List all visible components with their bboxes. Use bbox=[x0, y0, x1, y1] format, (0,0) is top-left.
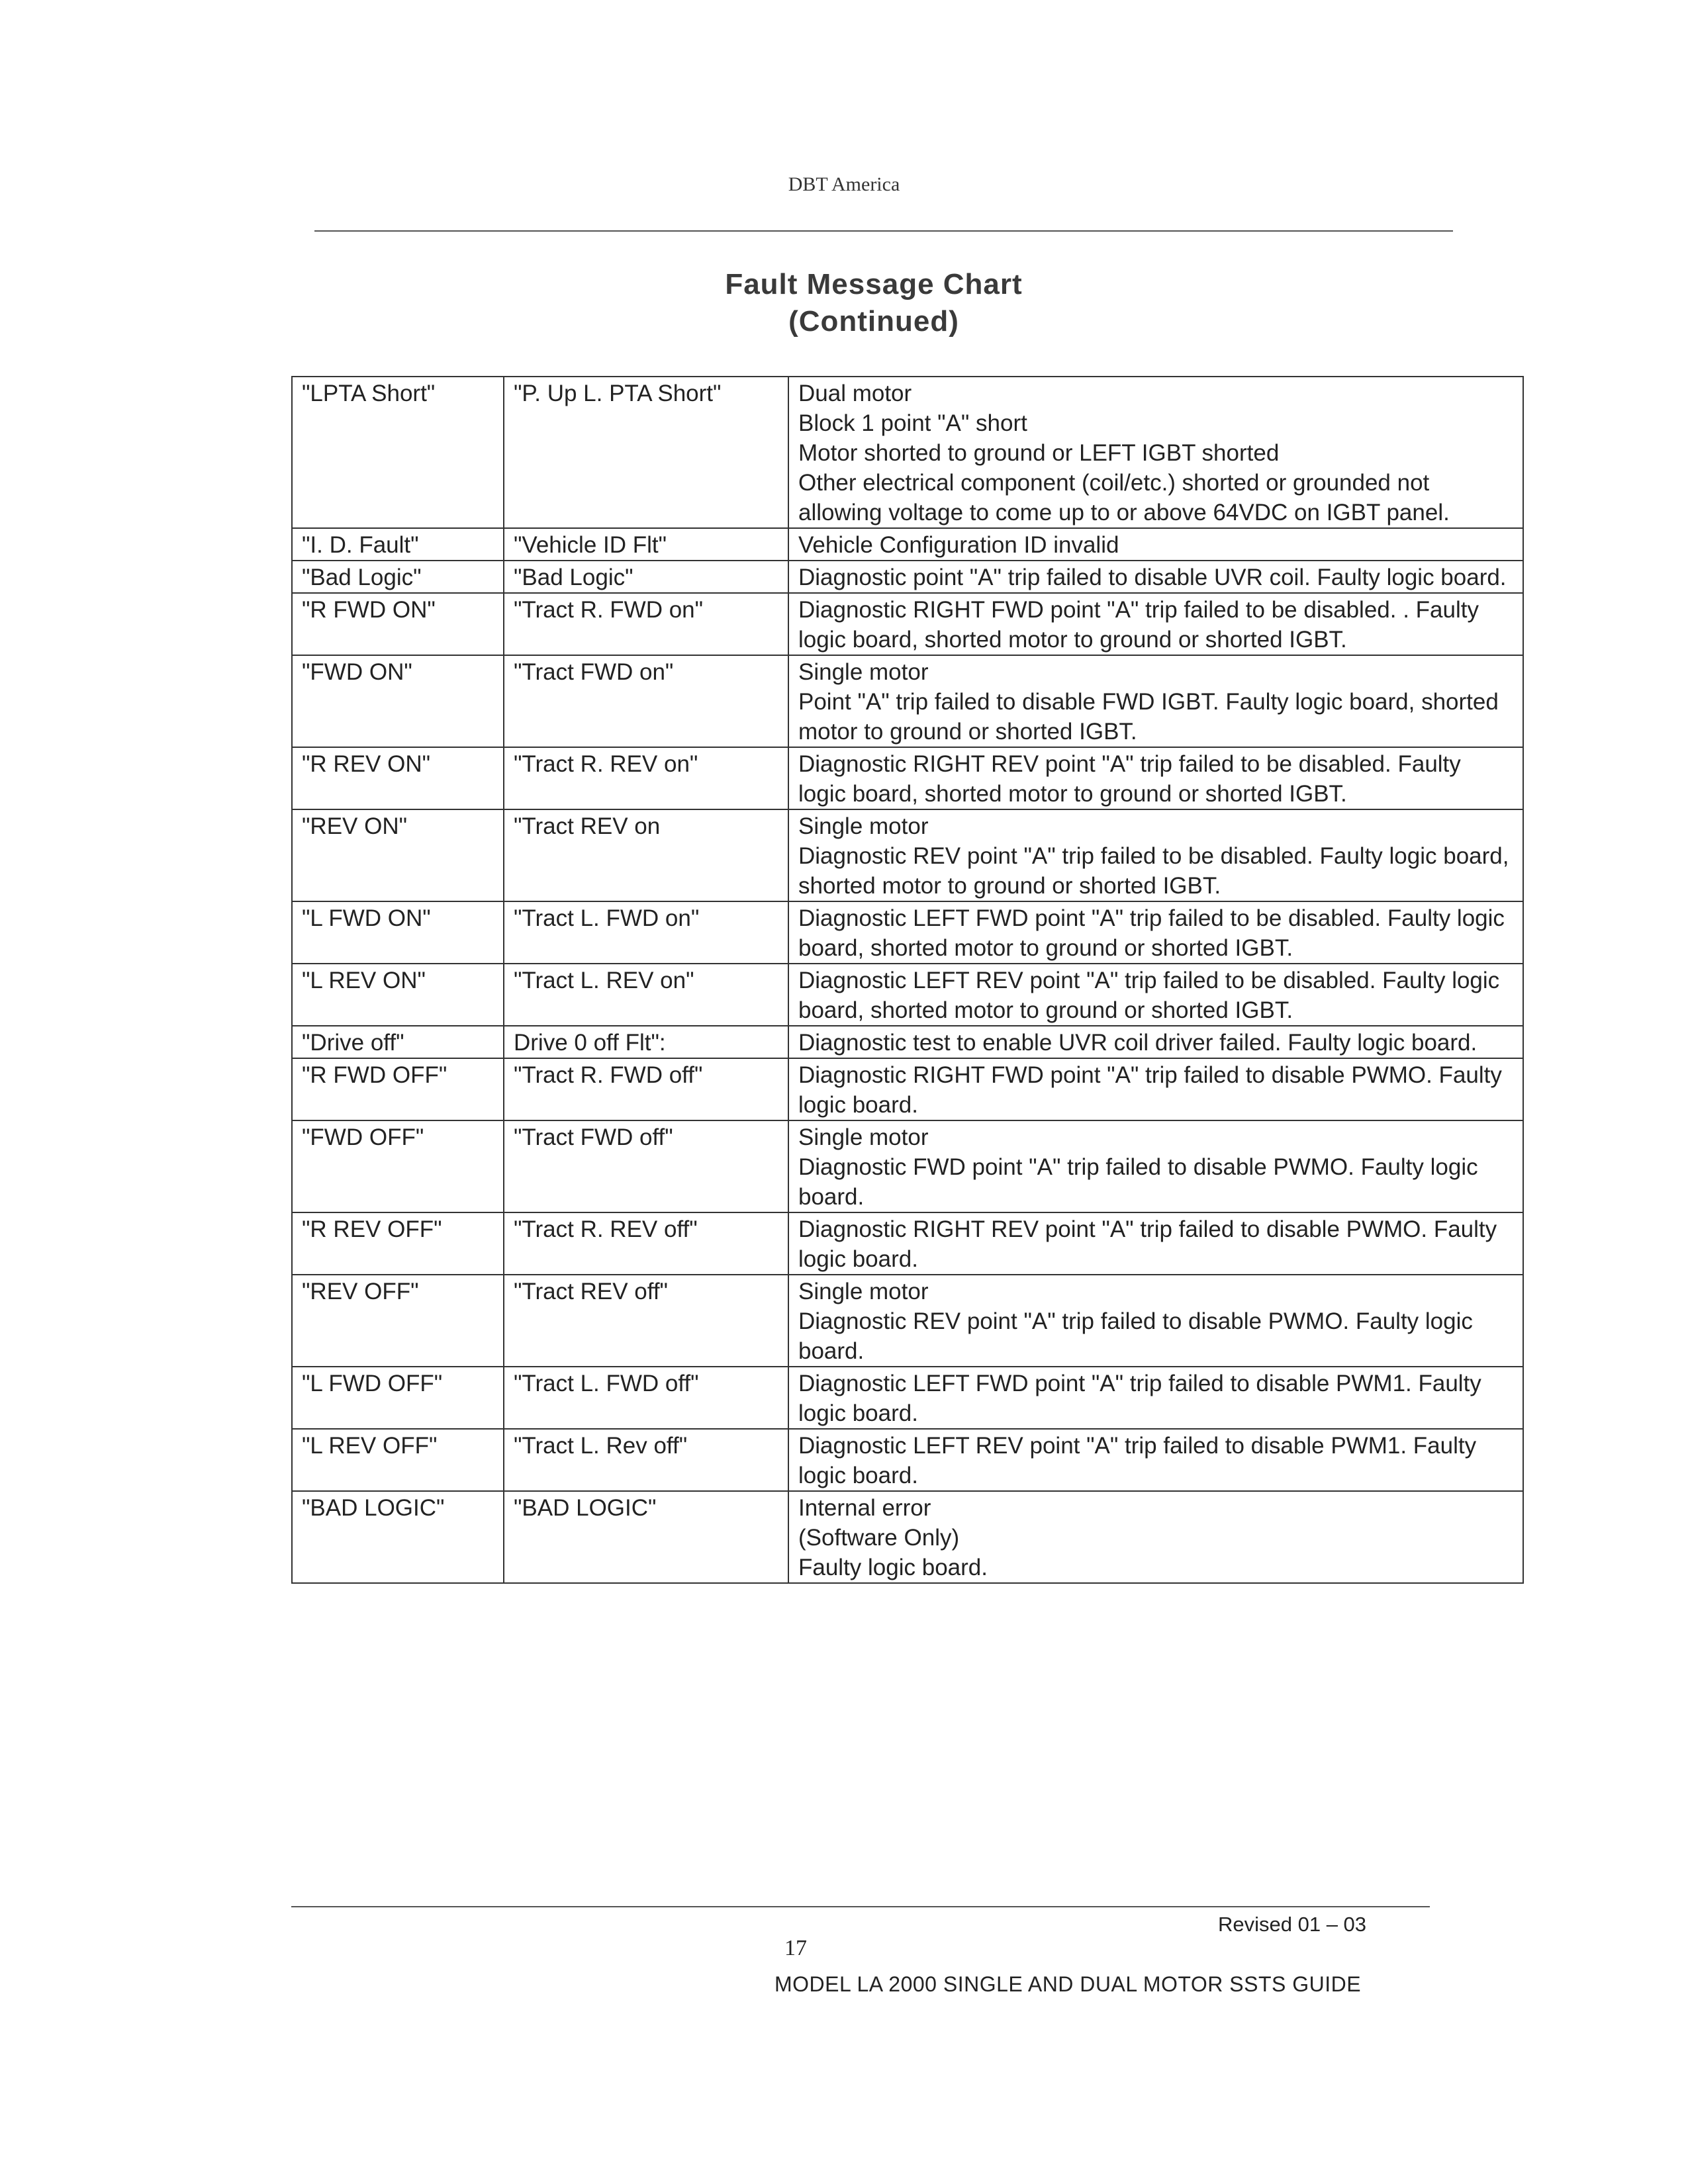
fault-code-cell: "R FWD ON" bbox=[292, 593, 504, 655]
description-line: Point "A" trip failed to disable FWD IGBT. Faulty logic board, shorted motor to ground or shorted IGBT. bbox=[798, 689, 1499, 745]
display-message-cell: "Tract FWD on" bbox=[504, 655, 788, 747]
description-line: Vehicle Configuration ID invalid bbox=[798, 532, 1119, 558]
table-row bbox=[292, 561, 1523, 593]
table-row bbox=[292, 528, 1523, 561]
description-cell bbox=[788, 1120, 1523, 1212]
fault-code-cell: "I. D. Fault" bbox=[292, 528, 504, 561]
table-row bbox=[292, 1491, 1523, 1583]
description-line: Motor shorted to ground or LEFT IGBT shorted bbox=[798, 440, 1280, 466]
display-message-cell: "Tract L. FWD on" bbox=[504, 901, 788, 964]
fault-code-cell: "R REV OFF" bbox=[292, 1212, 504, 1275]
display-message-cell: "P. Up L. PTA Short" bbox=[504, 377, 788, 528]
display-message-cell: "Tract L. Rev off" bbox=[504, 1429, 788, 1491]
display-message-cell: Drive 0 off Flt": bbox=[504, 1026, 788, 1058]
table-row bbox=[292, 1367, 1523, 1429]
description-line: Diagnostic point "A" trip failed to disable UVR coil. Faulty logic board. bbox=[798, 565, 1507, 590]
description-line: Diagnostic LEFT REV point "A" trip failed to disable PWM1. Faulty logic board. bbox=[798, 1433, 1477, 1488]
description-cell bbox=[788, 901, 1523, 964]
table-row bbox=[292, 655, 1523, 747]
description-line: Diagnostic REV point "A" trip failed to be disabled. Faulty logic board, shorted motor to ground or shorted IGBT. bbox=[798, 843, 1509, 899]
description-cell bbox=[788, 655, 1523, 747]
fault-code-cell: "LPTA Short" bbox=[292, 377, 504, 528]
description-line: Diagnostic LEFT REV point "A" trip failed to be disabled. Faulty logic board, shorted motor to ground or shorted IGBT. bbox=[798, 968, 1500, 1023]
display-message-cell: "Tract R. REV off" bbox=[504, 1212, 788, 1275]
description-line: Diagnostic RIGHT FWD point "A" trip failed to disable PWMO. Faulty logic board. bbox=[798, 1062, 1502, 1118]
description-line: Faulty logic board. bbox=[798, 1555, 988, 1580]
display-message-cell: "Tract L. REV on" bbox=[504, 964, 788, 1026]
description-cell bbox=[788, 809, 1523, 901]
fault-code-cell: "Drive off" bbox=[292, 1026, 504, 1058]
description-line: Other electrical component (coil/etc.) shorted or grounded not allowing voltage to come up to or above 64VDC on IGBT panel. bbox=[798, 470, 1450, 525]
table-row bbox=[292, 1058, 1523, 1120]
table-row bbox=[292, 1429, 1523, 1491]
description-cell bbox=[788, 377, 1523, 528]
description-cell bbox=[788, 1491, 1523, 1583]
table-row bbox=[292, 964, 1523, 1026]
fault-code-cell: "FWD ON" bbox=[292, 655, 504, 747]
display-message-cell: "Vehicle ID Flt" bbox=[504, 528, 788, 561]
table-row bbox=[292, 901, 1523, 964]
guide-title: MODEL LA 2000 SINGLE AND DUAL MOTOR SSTS GUIDE bbox=[774, 1972, 1362, 1996]
fault-code-cell: "BAD LOGIC" bbox=[292, 1491, 504, 1583]
display-message-cell: "Bad Logic" bbox=[504, 561, 788, 593]
description-line: Single motor bbox=[798, 659, 929, 685]
table-row bbox=[292, 1026, 1523, 1058]
description-line: Dual motor bbox=[798, 381, 912, 406]
description-line: Single motor bbox=[798, 813, 929, 839]
fault-code-cell: "Bad Logic" bbox=[292, 561, 504, 593]
fault-table-body bbox=[292, 377, 1523, 1583]
display-message-cell: "Tract REV off" bbox=[504, 1275, 788, 1367]
description-cell bbox=[788, 1429, 1523, 1491]
table-row bbox=[292, 1212, 1523, 1275]
description-cell bbox=[788, 1367, 1523, 1429]
fault-code-cell: "R FWD OFF" bbox=[292, 1058, 504, 1120]
display-message-cell: "Tract R. FWD on" bbox=[504, 593, 788, 655]
page-title bbox=[503, 266, 1244, 340]
description-cell bbox=[788, 528, 1523, 561]
table-row bbox=[292, 1120, 1523, 1212]
description-line: Diagnostic LEFT FWD point "A" trip failed to be disabled. Faulty logic board, shorted motor to ground or shorted IGBT. bbox=[798, 905, 1505, 961]
display-message-cell: "Tract REV on bbox=[504, 809, 788, 901]
fault-code-cell: "L FWD OFF" bbox=[292, 1367, 504, 1429]
description-cell bbox=[788, 1058, 1523, 1120]
fault-code-cell: "REV ON" bbox=[292, 809, 504, 901]
description-cell bbox=[788, 593, 1523, 655]
header-rule bbox=[314, 230, 1453, 232]
page-number: 17 bbox=[784, 1936, 807, 1960]
display-message-cell: "Tract R. REV on" bbox=[504, 747, 788, 809]
description-line: Diagnostic LEFT FWD point "A" trip failed to disable PWM1. Faulty logic board. bbox=[798, 1371, 1481, 1426]
display-message-cell: "Tract FWD off" bbox=[504, 1120, 788, 1212]
description-cell bbox=[788, 1212, 1523, 1275]
description-line: Diagnostic RIGHT REV point "A" trip failed to be disabled. Faulty logic board, shorted motor to ground or shorted IGBT. bbox=[798, 751, 1461, 807]
revision-date: Revised 01 – 03 bbox=[1218, 1913, 1367, 1936]
description-line: Single motor bbox=[798, 1279, 929, 1304]
table-row bbox=[292, 809, 1523, 901]
display-message-cell: "Tract L. FWD off" bbox=[504, 1367, 788, 1429]
description-line: (Software Only) bbox=[798, 1525, 960, 1551]
table-row bbox=[292, 593, 1523, 655]
description-cell bbox=[788, 964, 1523, 1026]
description-line: Internal error bbox=[798, 1495, 931, 1521]
description-line: Diagnostic test to enable UVR coil driver failed. Faulty logic board. bbox=[798, 1030, 1477, 1056]
fault-code-cell: "REV OFF" bbox=[292, 1275, 504, 1367]
title-line-1: Fault Message Chart bbox=[725, 268, 1023, 300]
display-message-cell: "Tract R. FWD off" bbox=[504, 1058, 788, 1120]
description-line: Diagnostic RIGHT FWD point "A" trip failed to be disabled. . Faulty logic board, shorted motor to ground or shorted IGBT. bbox=[798, 597, 1479, 653]
header-company: DBT America bbox=[788, 173, 900, 195]
table-row bbox=[292, 747, 1523, 809]
table-row bbox=[292, 1275, 1523, 1367]
description-cell bbox=[788, 747, 1523, 809]
description-cell bbox=[788, 561, 1523, 593]
display-message-cell: "BAD LOGIC" bbox=[504, 1491, 788, 1583]
description-line: Single motor bbox=[798, 1124, 929, 1150]
fault-code-cell: "L REV ON" bbox=[292, 964, 504, 1026]
title-line-2: (Continued) bbox=[788, 305, 959, 338]
footer-rule bbox=[291, 1906, 1430, 1907]
description-cell bbox=[788, 1026, 1523, 1058]
fault-code-cell: "FWD OFF" bbox=[292, 1120, 504, 1212]
table-row bbox=[292, 377, 1523, 528]
fault-message-table bbox=[291, 376, 1524, 1584]
description-line: Diagnostic FWD point "A" trip failed to disable PWMO. Faulty logic board. bbox=[798, 1154, 1478, 1210]
fault-code-cell: "R REV ON" bbox=[292, 747, 504, 809]
description-cell bbox=[788, 1275, 1523, 1367]
fault-code-cell: "L FWD ON" bbox=[292, 901, 504, 964]
fault-code-cell: "L REV OFF" bbox=[292, 1429, 504, 1491]
description-line: Diagnostic RIGHT REV point "A" trip failed to disable PWMO. Faulty logic board. bbox=[798, 1216, 1497, 1272]
description-line: Block 1 point "A" short bbox=[798, 410, 1027, 436]
description-line: Diagnostic REV point "A" trip failed to disable PWMO. Faulty logic board. bbox=[798, 1308, 1473, 1364]
